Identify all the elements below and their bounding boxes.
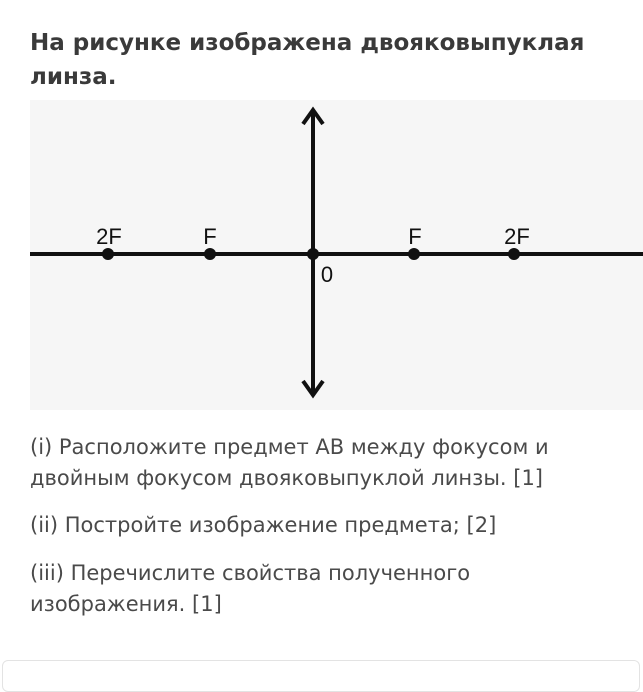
label-right-f: F bbox=[408, 224, 422, 249]
question-part-1: (i) Расположите предмет АВ между фокусом и двойным фокусом двояковыпуклой линзы. [1] bbox=[30, 435, 549, 490]
label-origin: 0 bbox=[320, 262, 334, 287]
point-right-2f bbox=[508, 248, 520, 260]
label-left-2f: 2F bbox=[96, 224, 122, 249]
question-part-3: (iii) Перечислите свойства полученного изображения. [1] bbox=[30, 561, 471, 616]
lens-diagram-svg bbox=[30, 100, 643, 410]
label-right-2f: 2F bbox=[504, 224, 530, 249]
point-origin bbox=[307, 248, 319, 260]
label-left-f: F bbox=[203, 224, 217, 249]
lens-diagram bbox=[30, 100, 643, 410]
next-card-edge bbox=[2, 660, 640, 692]
question-part-2: (ii) Постройте изображение предмета; [2] bbox=[30, 513, 497, 537]
point-left-2f bbox=[102, 248, 114, 260]
point-right-f bbox=[408, 248, 420, 260]
question-title: На рисунке изображена двояковыпуклая линза. bbox=[30, 30, 585, 90]
point-left-f bbox=[204, 248, 216, 260]
